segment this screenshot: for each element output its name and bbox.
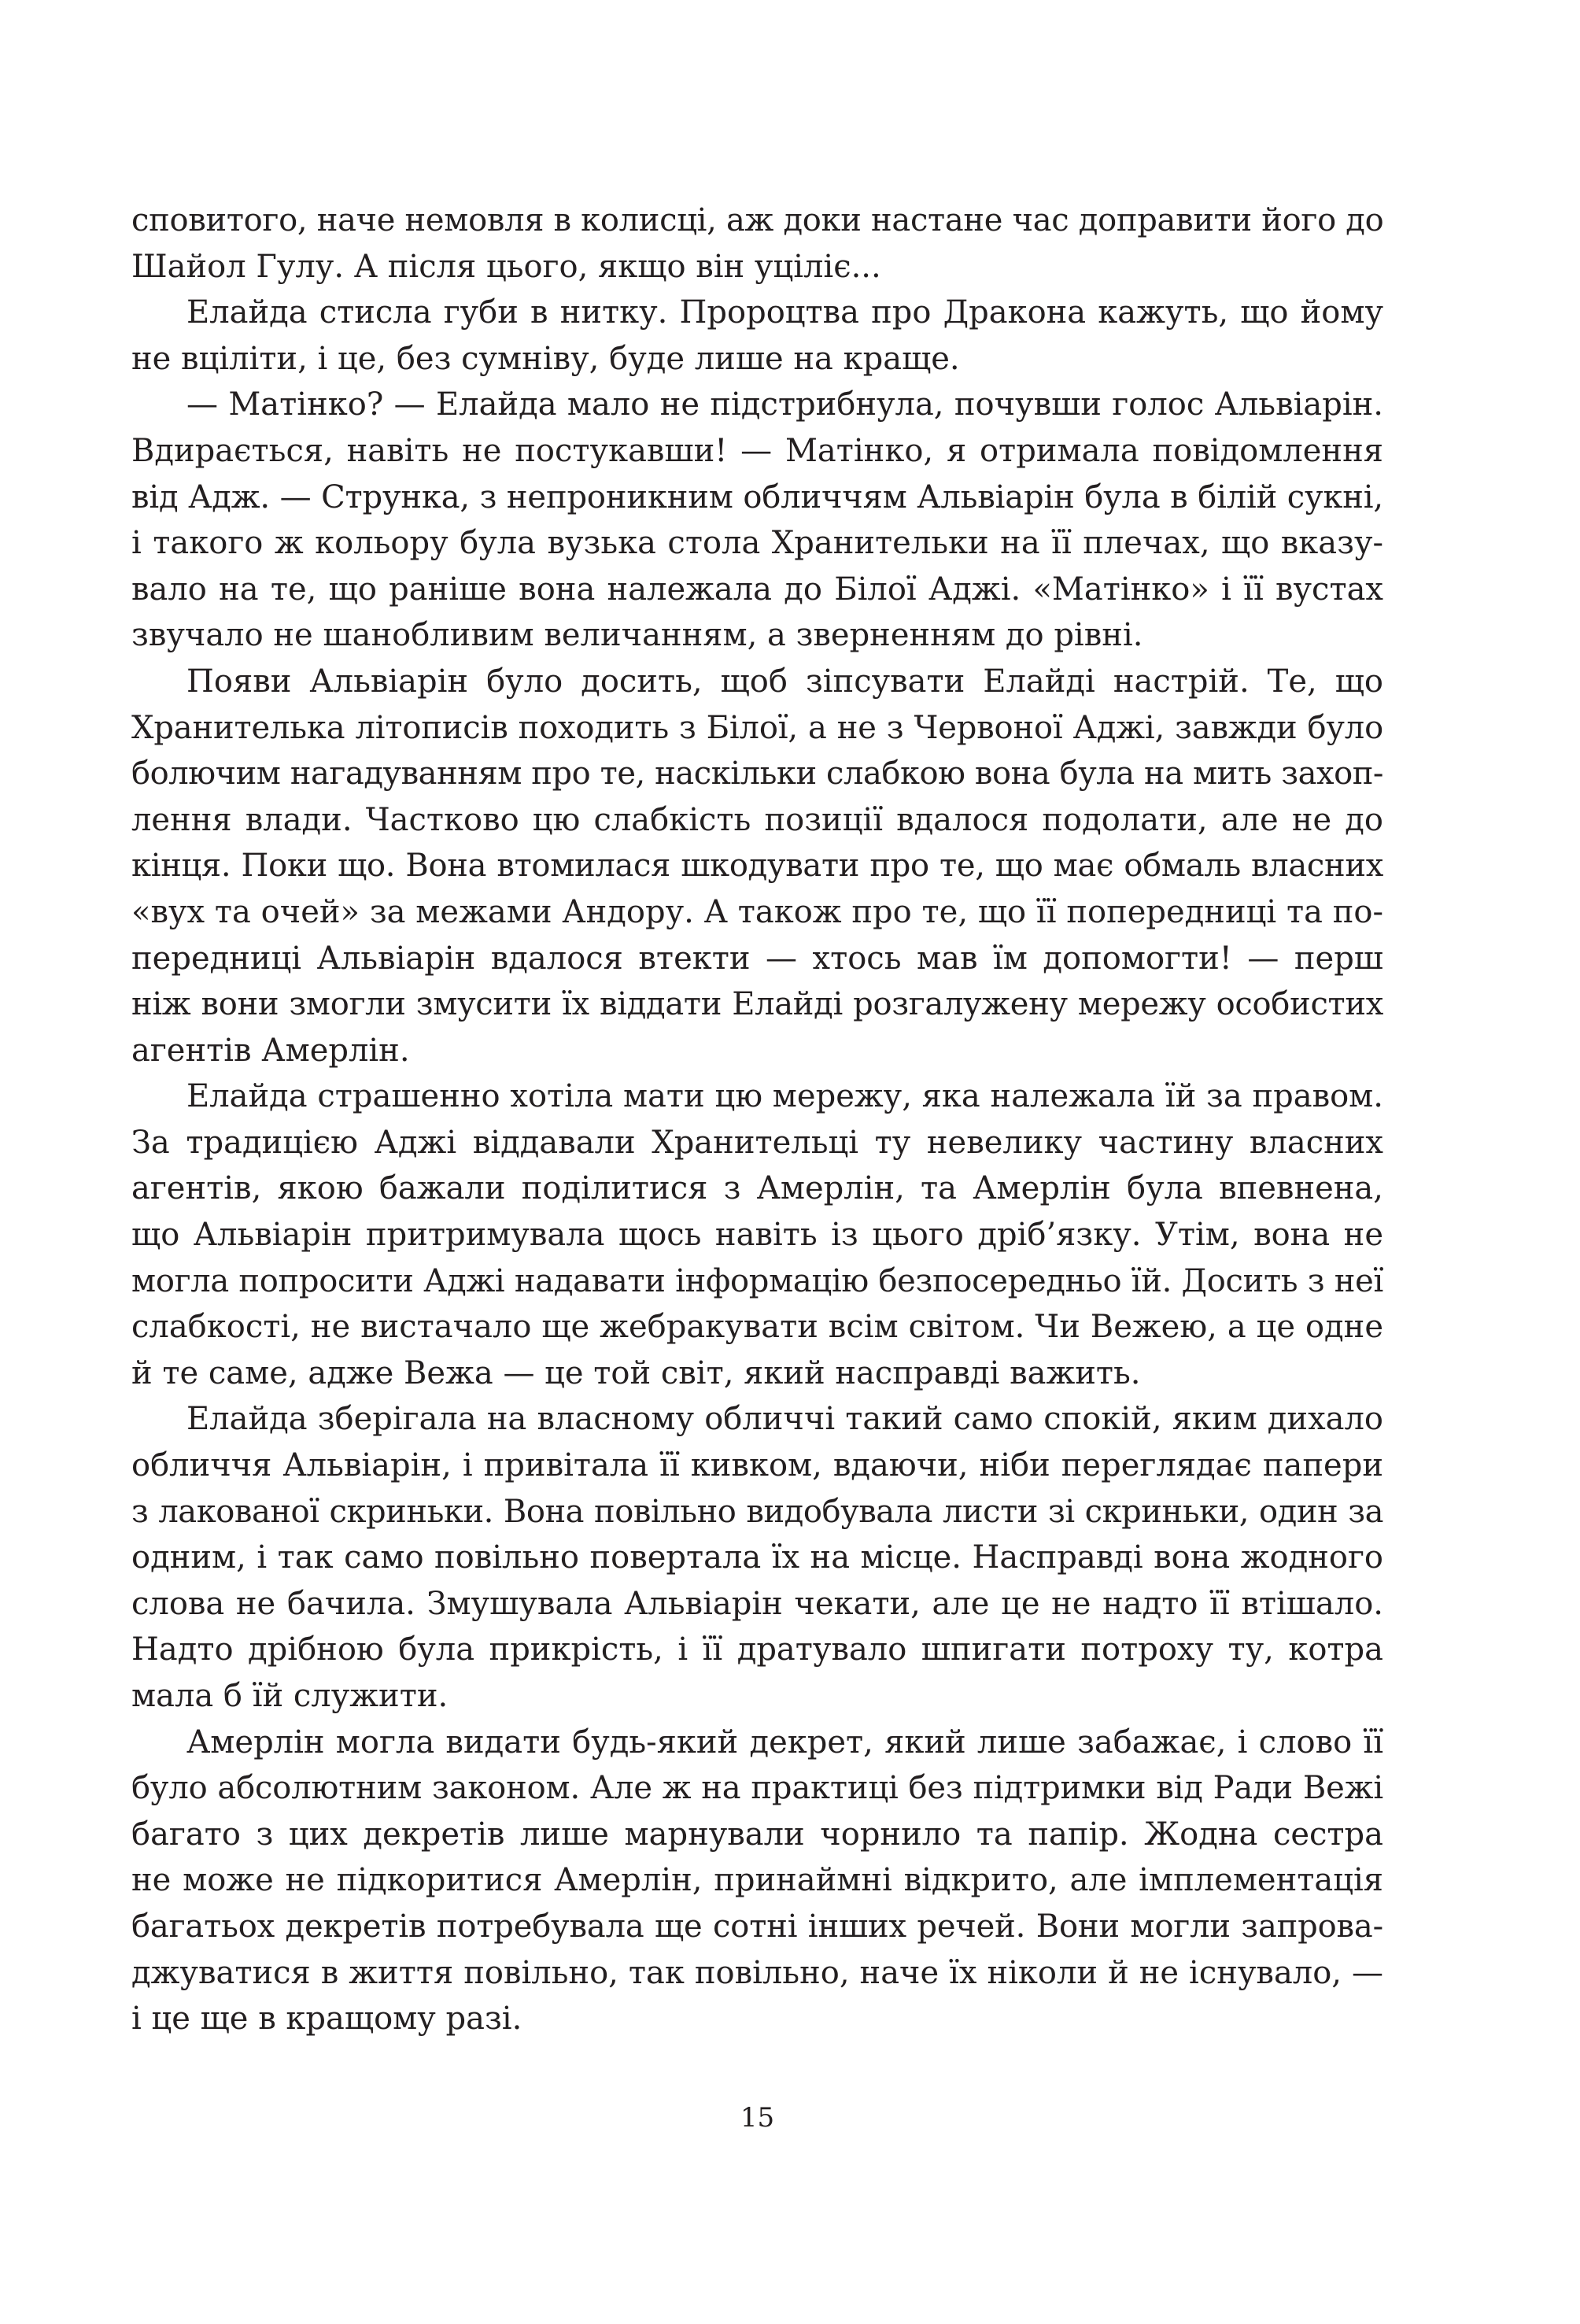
text-line: слабкості, не вистачало ще жебракувати всім світом. Чи Вежею, а це одне [131,1309,1383,1346]
text-line: агентів, якою бажали поділитися з Амерлін, та Амерлін була впевнена, [131,1170,1383,1207]
text-line: не вціліти, і це, без сумніву, буде лише на краще. [131,340,960,377]
text-line: слова не бачила. Змушувала Альвіарін чекати, але це не надто її втішало. [131,1585,1383,1622]
paragraph [131,290,1383,382]
text-line: з лакованої скриньки. Вона повільно видобувала листи зі скриньки, один за [131,1493,1383,1530]
text-line: й те саме, адже Вежа — це той світ, який насправді важить. [131,1354,1141,1391]
text-line: Надто дрібною була прикрість, і її дратувало шпигати потроху ту, котра [131,1631,1383,1668]
text-line: Вдирається, навіть не постукавши! — Матінко, я отримала повідомлення [131,432,1383,469]
text-line: було абсолютним законом. Але ж на практиці без підтримки від Ради Вежі [131,1770,1383,1807]
text-line: від Адж. — Струнка, з непроникним обличчям Альвіарін була в білій сукні, [131,478,1383,515]
text-line: За традицією Аджі віддавали Хранительці ту невелику частину власних [131,1124,1383,1161]
text-line: болючим нагадуванням про те, наскільки слабкою вона була на мить захоп- [131,756,1383,793]
text-line: ніж вони змогли змусити їх віддати Елайді розгалужену мережу особистих [131,986,1383,1023]
text-line: Елайда зберігала на власному обличчі такий само спокій, яким дихало [186,1401,1383,1438]
text-line: лення влади. Частково цю слабкість позиції вдалося подолати, але не до [131,801,1383,838]
text-line: Елайда стисла губи в нитку. Пророцтва про Дракона кажуть, що йому [186,294,1383,331]
text-line: одним, і так само повільно повертала їх на місце. Насправді вона жодного [131,1539,1383,1576]
text-line: що Альвіарін притримувала щось навіть із цього дріб’язку. Утім, вона не [131,1217,1383,1254]
paragraph [131,1720,1383,2042]
paragraph [131,1073,1383,1396]
text-line: сповитого, наче немовля в колисці, аж доки настане час доправити його до [131,202,1384,238]
text-line: кінця. Поки що. Вона втомилася шкодувати про те, що має обмаль власних [131,848,1383,885]
text-line: джуватися в життя повільно, так повільно, наче їх ніколи й не існувало, — [131,1954,1383,1991]
text-line: Амерлін могла видати будь-який декрет, який лише забажає, і слово її [186,1724,1383,1761]
paragraph [131,382,1383,659]
text-line: — Матінко? — Елайда мало не підстрибнула, почувши голос Альвіарін. [186,386,1383,423]
text-line: Шайол Гулу. А після цього, якщо він уціліє... [131,248,881,285]
paragraph [131,198,1383,290]
text-line: і такого ж кольору була вузька стола Хранительки на її плечах, що вказу- [131,525,1383,562]
page-number: 15 [740,2102,775,2134]
text-line: багато з цих декретів лише марнували чорнило та папір. Жодна сестра [131,1816,1383,1853]
text-line: Хранителька літописів походить з Білої, а не з Червоної Аджі, завжди було [131,709,1383,746]
text-line: агентів Амерлін. [131,1032,410,1069]
text-line: не може не підкоритися Амерлін, принаймні відкрито, але імплементація [131,1862,1383,1899]
text-line: передниці Альвіарін вдалося втекти — хтось мав їм допомогти! — перш [131,940,1383,977]
paragraph [131,659,1383,1073]
text-line: «вух та очей» за межами Андору. А також про те, що її попередниці та по- [131,893,1383,930]
text-column [131,198,1383,2042]
text-line: вало на те, що раніше вона належала до Білої Аджі. «Матінко» і її вустах [131,571,1383,608]
text-line: і це ще в кращому разі. [131,2001,522,2038]
text-line: Елайда страшенно хотіла мати цю мережу, яка належала їй за правом. [186,1078,1383,1115]
text-line: могла попросити Аджі надавати інформацію безпосередньо їй. Досить з неї [131,1262,1383,1299]
text-line: багатьох декретів потребувала ще сотні інших речей. Вони могли запрова- [131,1908,1383,1945]
text-line: мала б їй служити. [131,1678,449,1714]
text-line: звучало не шанобливим величанням, а зверненням до рівні. [131,617,1143,654]
text-line: обличчя Альвіарін, і привітала її кивком, вдаючи, ніби переглядає папери [131,1447,1383,1484]
text-line: Появи Альвіарін було досить, щоб зіпсувати Елайді настрій. Те, що [186,663,1383,700]
paragraph [131,1396,1383,1719]
